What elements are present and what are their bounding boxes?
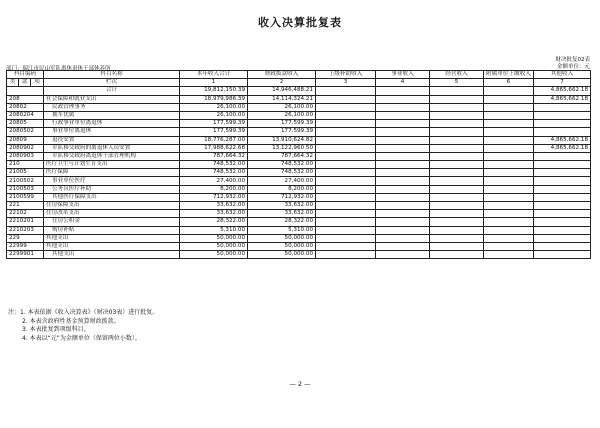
row-value-col-2: 50,000.00 [248, 251, 316, 259]
row-value-col-3 [316, 120, 376, 128]
row-value-col-4 [376, 161, 430, 169]
row-value-col-6 [484, 95, 534, 103]
column-index-1: 1 [180, 79, 248, 87]
row-value-col-5 [430, 185, 484, 193]
row-value-col-4 [376, 103, 430, 111]
row-value-col-3 [316, 234, 376, 242]
row-code: 20802 [7, 103, 44, 111]
row-value-col-6 [484, 185, 534, 193]
form-code-block [556, 57, 591, 71]
row-value-col-4 [376, 242, 430, 250]
row-value-col-5 [430, 251, 484, 259]
row-value-col-2: 28,322.00 [248, 218, 316, 226]
row-value-col-1: 177,599.39 [180, 128, 248, 136]
column-index-label: 栏次 [44, 79, 180, 87]
row-name: 事业单位医疗 [44, 177, 180, 185]
row-value-col-6 [484, 136, 534, 144]
row-value-col-7 [534, 242, 591, 250]
row-value-col-1: 19,812,150.39 [180, 87, 248, 95]
row-value-col-2: 748,532.00 [248, 169, 316, 177]
row-value-col-4 [376, 185, 430, 193]
row-code: 2299901 [7, 251, 44, 259]
table-row [7, 193, 591, 201]
row-value-col-7 [534, 202, 591, 210]
table-row [7, 128, 591, 136]
row-value-col-6 [484, 251, 534, 259]
row-value-col-2: 13,122,960.50 [248, 144, 316, 152]
header-code: 科目编码 [7, 71, 44, 79]
row-value-col-6 [484, 210, 534, 218]
row-value-col-6 [484, 218, 534, 226]
row-name: 其他支出 [44, 242, 180, 250]
row-value-col-3 [316, 185, 376, 193]
revenue-table [6, 70, 591, 259]
row-value-col-7 [534, 193, 591, 201]
header-row [7, 71, 591, 79]
header-kuan: 款 [19, 79, 31, 87]
row-value-col-1: 18,979,986.39 [180, 95, 248, 103]
column-index-4: 4 [376, 79, 430, 87]
row-name: 其他支出 [44, 251, 180, 259]
table-row [7, 95, 591, 103]
row-value-col-7: 4,865,662.18 [534, 144, 591, 152]
row-value-col-2: 13,910,624.82 [248, 136, 316, 144]
row-value-col-6 [484, 226, 534, 234]
header-col-7: 其他收入 [534, 71, 591, 79]
notes-block [8, 309, 158, 343]
row-value-col-5 [430, 177, 484, 185]
row-value-col-2: 8,200.00 [248, 185, 316, 193]
note-3: 3. 本表批复到项级科目。 [22, 326, 90, 334]
row-value-col-2: 748,532.00 [248, 161, 316, 169]
row-value-col-4 [376, 136, 430, 144]
row-value-col-7 [534, 103, 591, 111]
row-code: 229 [7, 234, 44, 242]
table-row [7, 177, 591, 185]
header-col-5: 经营收入 [430, 71, 484, 79]
row-value-col-3 [316, 103, 376, 111]
row-value-col-5 [430, 226, 484, 234]
row-code: 2080902 [7, 144, 44, 152]
row-code: 20809 [7, 136, 44, 144]
row-value-col-2: 14,946,488.21 [248, 87, 316, 95]
row-name: 其他医疗保障支出 [44, 193, 180, 201]
row-value-col-2: 5,310.00 [248, 226, 316, 234]
row-name: 事业单位离退休 [44, 128, 180, 136]
amount-unit: 金额单位：元 [556, 64, 590, 70]
row-value-col-5 [430, 218, 484, 226]
table-row [7, 226, 591, 234]
page-number: — 2 — [289, 380, 311, 388]
row-value-col-3 [316, 226, 376, 234]
row-value-col-4 [376, 169, 430, 177]
table-row [7, 169, 591, 177]
row-value-col-1: 787,664.32 [180, 152, 248, 160]
table-body [7, 87, 591, 259]
row-value-col-7 [534, 251, 591, 259]
row-value-col-7: 4,865,662.18 [534, 136, 591, 144]
row-value-col-5 [430, 169, 484, 177]
row-value-col-3 [316, 242, 376, 250]
row-value-col-1: 5,310.00 [180, 226, 248, 234]
row-value-col-7 [534, 161, 591, 169]
row-value-col-2: 14,114,324.21 [248, 95, 316, 103]
table-row [7, 234, 591, 242]
row-value-col-6 [484, 161, 534, 169]
row-value-col-7 [534, 226, 591, 234]
row-value-col-1: 27,400.00 [180, 177, 248, 185]
row-value-col-5 [430, 103, 484, 111]
row-value-col-2: 712,932.00 [248, 193, 316, 201]
row-value-col-6 [484, 87, 534, 95]
row-value-col-7: 4,865,662.18 [534, 87, 591, 95]
row-value-col-2: 26,100.00 [248, 111, 316, 119]
row-value-col-4 [376, 210, 430, 218]
row-value-col-4 [376, 152, 430, 160]
row-value-col-1: 748,532.00 [180, 169, 248, 177]
row-code [7, 87, 44, 95]
note-1: 注：1. 本表依据《收入决算表》（财决03表）进行批复。 [8, 309, 159, 316]
row-value-col-4 [376, 234, 430, 242]
row-value-col-3 [316, 169, 376, 177]
row-value-col-1: 18,776,287.00 [180, 136, 248, 144]
table-row [7, 120, 591, 128]
row-name: 公务员医疗补助 [44, 185, 180, 193]
header-col-2: 财政拨款收入 [248, 71, 316, 79]
row-value-col-6 [484, 103, 534, 111]
column-index-7: 7 [534, 79, 591, 87]
row-value-col-3 [316, 202, 376, 210]
row-name: 其他支出 [44, 234, 180, 242]
row-value-col-5 [430, 152, 484, 160]
row-code: 2080502 [7, 128, 44, 136]
row-value-col-5 [430, 193, 484, 201]
table-row [7, 103, 591, 111]
row-value-col-4 [376, 120, 430, 128]
row-code: 221 [7, 202, 44, 210]
row-value-col-3 [316, 161, 376, 169]
table-row [7, 210, 591, 218]
row-name: 社会保障和就业支出 [44, 95, 180, 103]
column-index-6: 6 [484, 79, 534, 87]
row-value-col-4 [376, 202, 430, 210]
table-row [7, 218, 591, 226]
row-value-col-5 [430, 136, 484, 144]
department-label: 部门：瑞江市民山军队离休退休干部休养所 [6, 66, 111, 72]
row-code: 22999 [7, 242, 44, 250]
note-4: 4. 本表以“元”为金额单位（保留两位小数）。 [22, 334, 141, 342]
row-value-col-1: 28,322.00 [180, 218, 248, 226]
row-value-col-5 [430, 87, 484, 95]
row-code: 2210201 [7, 218, 44, 226]
row-code: 210 [7, 161, 44, 169]
table-row [7, 242, 591, 250]
row-name: 退役安置 [44, 136, 180, 144]
row-value-col-1: 712,932.00 [180, 193, 248, 201]
row-value-col-3 [316, 210, 376, 218]
row-value-col-6 [484, 152, 534, 160]
row-value-col-2: 177,599.39 [248, 128, 316, 136]
row-value-col-4 [376, 95, 430, 103]
row-value-col-1: 8,200.00 [180, 185, 248, 193]
row-value-col-2: 33,632.00 [248, 202, 316, 210]
row-name: 住房保障支出 [44, 202, 180, 210]
row-value-col-5 [430, 242, 484, 250]
row-value-col-7: 4,865,662.18 [534, 95, 591, 103]
row-value-col-3 [316, 193, 376, 201]
row-value-col-1: 33,632.00 [180, 210, 248, 218]
row-value-col-2: 50,000.00 [248, 234, 316, 242]
row-value-col-4 [376, 128, 430, 136]
row-value-col-2: 33,632.00 [248, 210, 316, 218]
row-value-col-5 [430, 111, 484, 119]
row-value-col-5 [430, 120, 484, 128]
row-name: 拥军优属 [44, 111, 180, 119]
table-row [7, 136, 591, 144]
row-value-col-7 [534, 152, 591, 160]
row-value-col-4 [376, 218, 430, 226]
row-value-col-2: 177,599.39 [248, 120, 316, 128]
row-code: 22102 [7, 210, 44, 218]
row-code: 208 [7, 95, 44, 103]
table-row [7, 251, 591, 259]
row-value-col-6 [484, 193, 534, 201]
row-value-col-5 [430, 128, 484, 136]
row-value-col-1: 26,100.00 [180, 103, 248, 111]
row-name: 住房改革支出 [44, 210, 180, 218]
row-value-col-6 [484, 234, 534, 242]
row-value-col-1: 33,632.00 [180, 202, 248, 210]
row-value-col-7 [534, 210, 591, 218]
row-value-col-5 [430, 95, 484, 103]
row-value-col-3 [316, 128, 376, 136]
header-col-3: 上级补助收入 [316, 71, 376, 79]
header-xiang: 项 [31, 79, 44, 87]
row-code: 2100503 [7, 185, 44, 193]
table-row [7, 152, 591, 160]
row-value-col-1: 50,000.00 [180, 234, 248, 242]
row-value-col-3 [316, 111, 376, 119]
row-value-col-6 [484, 128, 534, 136]
row-value-col-6 [484, 242, 534, 250]
row-value-col-7 [534, 185, 591, 193]
table-row [7, 144, 591, 152]
header-col-1: 本年收入合计 [180, 71, 248, 79]
row-value-col-5 [430, 202, 484, 210]
row-value-col-3 [316, 218, 376, 226]
row-value-col-7 [534, 234, 591, 242]
row-code: 20805 [7, 120, 44, 128]
header-col-6: 附属单位上缴收入 [484, 71, 534, 79]
row-value-col-3 [316, 136, 376, 144]
row-value-col-7 [534, 169, 591, 177]
row-code: 2080903 [7, 152, 44, 160]
row-value-col-1: 50,000.00 [180, 242, 248, 250]
row-value-col-1: 26,100.00 [180, 111, 248, 119]
column-index-5: 5 [430, 79, 484, 87]
row-value-col-4 [376, 226, 430, 234]
table-row [7, 185, 591, 193]
column-index-2: 2 [248, 79, 316, 87]
row-value-col-1: 50,000.00 [180, 251, 248, 259]
row-value-col-3 [316, 152, 376, 160]
row-value-col-1: 748,532.00 [180, 161, 248, 169]
row-code: 2080204 [7, 111, 44, 119]
row-value-col-7 [534, 120, 591, 128]
row-value-col-6 [484, 169, 534, 177]
form-code: 财决批复02表 [555, 57, 590, 63]
row-value-col-6 [484, 144, 534, 152]
row-value-col-1: 177,599.39 [180, 120, 248, 128]
row-value-col-3 [316, 87, 376, 95]
row-name: 行政事业单位离退休 [44, 120, 180, 128]
row-name: 民政管理事务 [44, 103, 180, 111]
row-value-col-4 [376, 193, 430, 201]
row-value-col-1: 17,988,622.68 [180, 144, 248, 152]
row-value-col-5 [430, 210, 484, 218]
row-value-col-4 [376, 87, 430, 95]
row-code: 2100599 [7, 193, 44, 201]
table-row [7, 87, 591, 95]
row-value-col-6 [484, 111, 534, 119]
row-value-col-4 [376, 177, 430, 185]
header-name: 科目名称 [44, 71, 180, 79]
header-col-4: 事业收入 [376, 71, 430, 79]
table-row [7, 202, 591, 210]
row-value-col-3 [316, 251, 376, 259]
row-value-col-5 [430, 234, 484, 242]
row-value-col-4 [376, 251, 430, 259]
page-title: 收入决算批复表 [258, 16, 342, 29]
table-row [7, 111, 591, 119]
row-value-col-3 [316, 144, 376, 152]
row-value-col-4 [376, 111, 430, 119]
row-code: 2210203 [7, 226, 44, 234]
row-value-col-2: 27,400.00 [248, 177, 316, 185]
column-index-3: 3 [316, 79, 376, 87]
row-value-col-7 [534, 128, 591, 136]
row-value-col-7 [534, 218, 591, 226]
row-value-col-7 [534, 177, 591, 185]
row-value-col-5 [430, 161, 484, 169]
row-value-col-6 [484, 202, 534, 210]
row-value-col-2: 787,664.32 [248, 152, 316, 160]
row-value-col-5 [430, 144, 484, 152]
row-value-col-3 [316, 177, 376, 185]
row-name: 医疗卫生与计划生育支出 [44, 161, 180, 169]
row-value-col-3 [316, 95, 376, 103]
row-name: 住房公积金 [44, 218, 180, 226]
header-lei: 类 [7, 79, 19, 87]
row-code: 21005 [7, 169, 44, 177]
note-2: 2. 本表含政府性基金预算财政拨款。 [22, 317, 120, 325]
row-value-col-2: 50,000.00 [248, 242, 316, 250]
row-value-col-6 [484, 177, 534, 185]
row-code: 2100502 [7, 177, 44, 185]
row-name: 购房补贴 [44, 226, 180, 234]
column-index-row [7, 79, 591, 87]
row-value-col-7 [534, 111, 591, 119]
row-name: 医疗保障 [44, 169, 180, 177]
row-value-col-6 [484, 120, 534, 128]
row-name: 合计 [44, 87, 180, 95]
row-name: 军队移交政府离退休干部管理机构 [44, 152, 180, 160]
row-value-col-2: 26,100.00 [248, 103, 316, 111]
row-value-col-4 [376, 144, 430, 152]
row-name: 军队移交政府的离退休人员安置 [44, 144, 180, 152]
table-row [7, 161, 591, 169]
